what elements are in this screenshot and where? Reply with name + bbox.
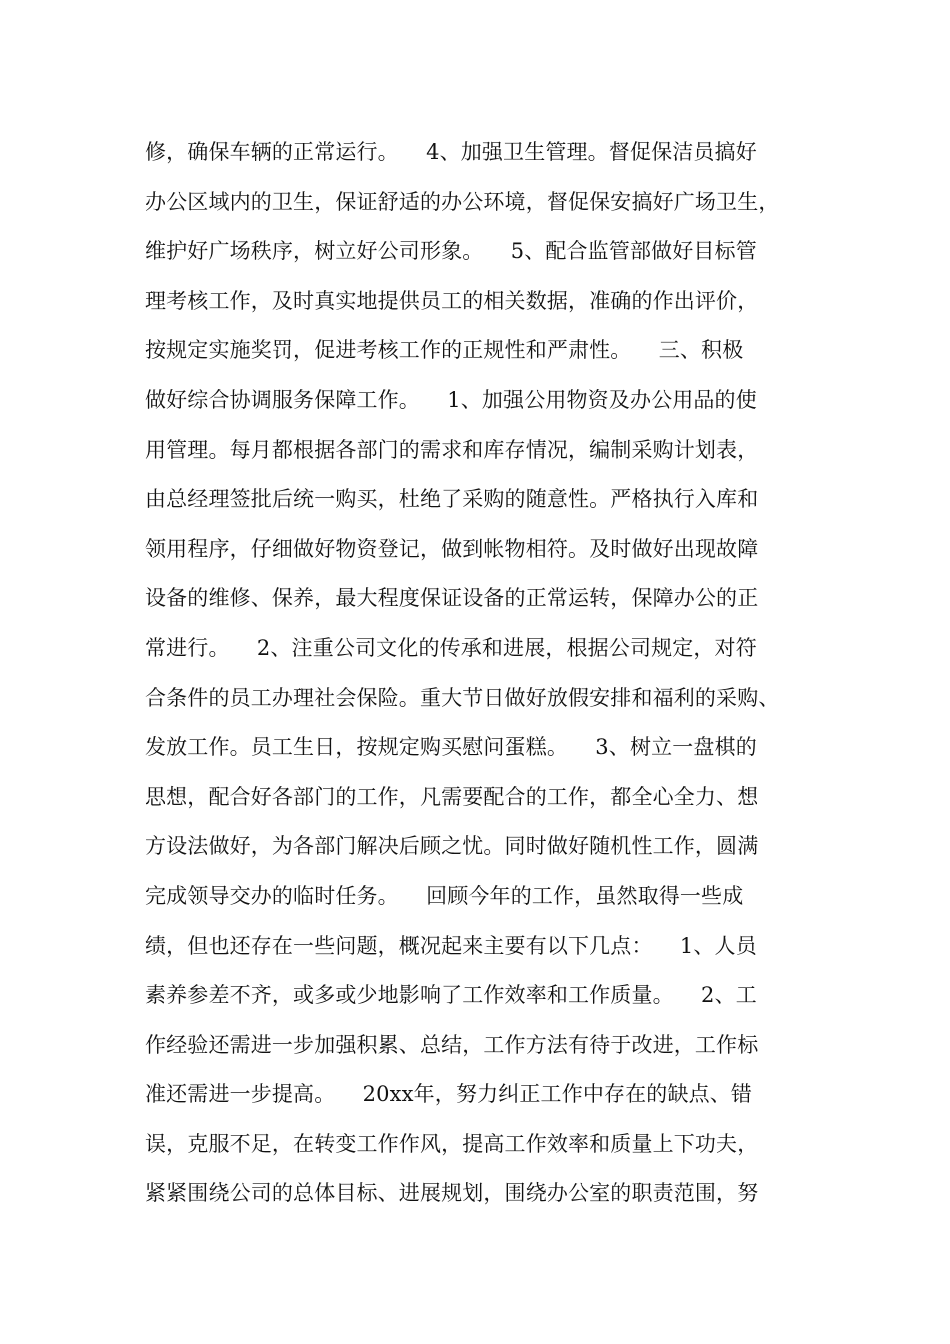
text-line: 设备的维修、保养，最大程度保证设备的正常运转，保障办公的正 xyxy=(145,586,759,611)
text-line: 误，克服不足，在转变工作作风，提高工作效率和质量上下功夫， xyxy=(145,1131,759,1156)
text-line: 完成领导交办的临时任务。 回顾今年的工作，虽然取得一些成 xyxy=(145,883,744,908)
text-line: 紧紧围绕公司的总体目标、进展规划，围绕办公室的职责范围，努 xyxy=(145,1181,759,1206)
text-line: 发放工作。员工生日，按规定购买慰问蛋糕。 3、树立一盘棋的 xyxy=(145,735,757,760)
text-line: 领用程序，仔细做好物资登记，做到帐物相符。及时做好出现故障 xyxy=(145,536,759,561)
text-line: 做好综合协调服务保障工作。 1、加强公用物资及办公用品的使 xyxy=(145,387,757,412)
text-line: 理考核工作，及时真实地提供员工的相关数据，准确的作出评价， xyxy=(145,288,759,313)
text-line: 用管理。每月都根据各部门的需求和库存情况，编制采购计划表， xyxy=(145,437,759,462)
text-line: 合条件的员工办理社会保险。重大节日做好放假安排和福利的采购、 xyxy=(145,685,780,710)
text-line: 常进行。 2、注重公司文化的传承和进展，根据公司规定，对符 xyxy=(145,635,757,660)
text-line: 绩，但也还存在一些问题，概况起来主要有以下几点： 1、人员 xyxy=(145,933,757,958)
text-line: 办公区域内的卫生，保证舒适的办公环境，督促保安搞好广场卫生， xyxy=(145,189,780,214)
text-line: 修，确保车辆的正常运行。 4、加强卫生管理。督促保洁员搞好 xyxy=(145,140,757,164)
text-line: 准还需进一步提高。 20xx年，努力纠正工作中存在的缺点、错 xyxy=(145,1082,753,1107)
text-line: 作经验还需进一步加强积累、总结，工作方法有待于改进，工作标 xyxy=(145,1032,759,1057)
text-line: 由总经理签批后统一购买，杜绝了采购的随意性。严格执行入库和 xyxy=(145,487,759,512)
body-text xyxy=(145,128,835,1219)
text-line: 按规定实施奖罚，促进考核工作的正规性和严肃性。 三、积极 xyxy=(145,338,744,363)
text-line: 方设法做好，为各部门解决后顾之忧。同时做好随机性工作，圆满 xyxy=(145,834,759,859)
text-line: 素养参差不齐，或多或少地影响了工作效率和工作质量。 2、工 xyxy=(145,983,757,1008)
text-line: 维护好广场秩序，树立好公司形象。 5、配合监管部做好目标管 xyxy=(145,239,757,264)
text-line: 思想，配合好各部门的工作，凡需要配合的工作，都全心全力、想 xyxy=(145,784,759,809)
